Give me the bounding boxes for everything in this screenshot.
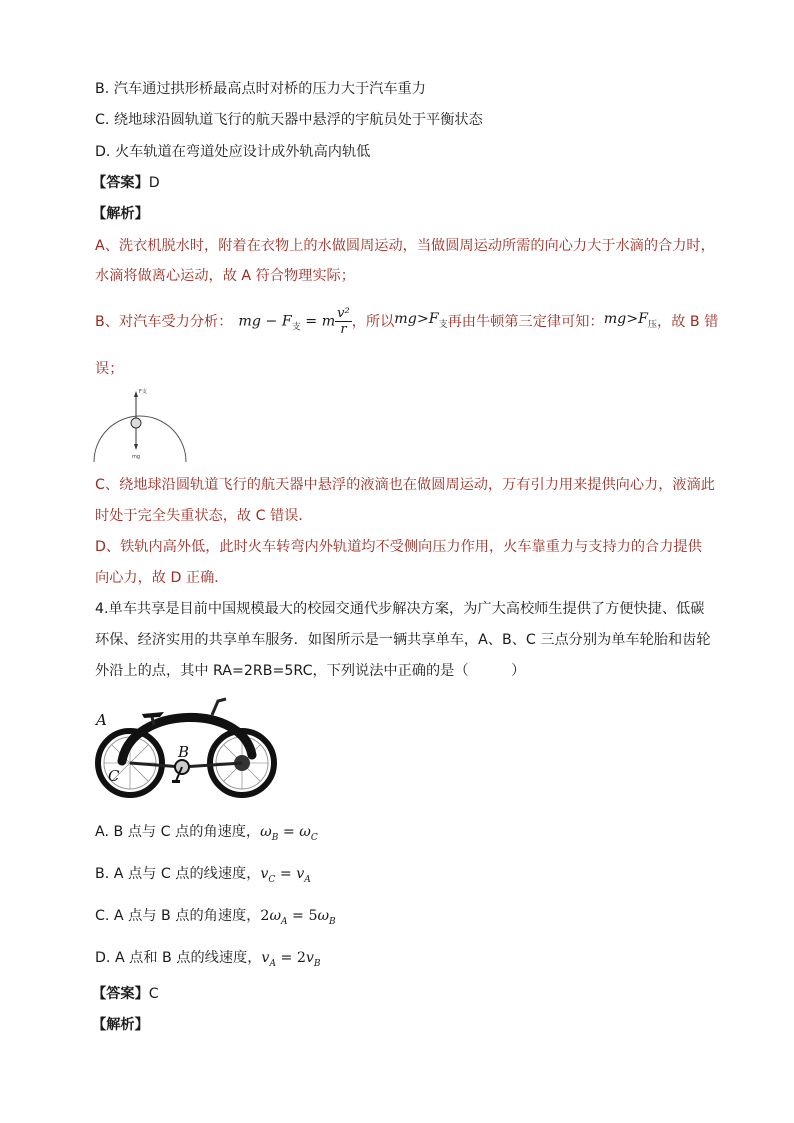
analysis-b-mid2: 再由牛顿第三定律可知： (447, 314, 604, 330)
answer-label: 【答案】 (92, 986, 149, 1002)
force-diagram (92, 382, 188, 462)
analysis-d-line2: 向心力，故 D 正确． (95, 570, 229, 586)
q3-analysis-label: 【解析】 (92, 206, 149, 222)
q3-option-d: D. 火车轨道在弯道处应设计成外轨高内轨低 (95, 144, 371, 160)
answer-label: 【答案】 (92, 175, 149, 191)
q3-option-c: C. 绕地球沿圆轨道飞行的航天器中悬浮的宇航员处于平衡状态 (95, 112, 483, 128)
q4-option-b: B. A 点与 C 点的线速度，$v_C = v_A$ (95, 866, 311, 885)
q4-option-d: D. A 点和 B 点的线速度，$v_A = 2v_B$ (95, 950, 321, 969)
formula-mg-gt-f: $mg>F_支$ (394, 311, 448, 330)
q3-answer (92, 173, 160, 193)
gravity-arrow-head-icon (134, 444, 138, 450)
formula-force-balance: mg − $F_支 = m$ $\frac{\text{v²}}{r}$ (238, 306, 350, 338)
handlebar-icon (212, 699, 226, 715)
point-c-label: C (108, 767, 120, 785)
car-ball-icon (131, 418, 141, 428)
q4-stem-line1: 4.单车共享是目前中国规模最大的校园交通代步解决方案，为广大高校师生提供了方便快捷、低碳 (95, 601, 705, 617)
bicycle-figure (92, 695, 278, 807)
analysis-c-line2: 时处于完全失重状态，故 C 错误． (95, 508, 313, 524)
q3-option-b: B. 汽车通过拱形桥最高点时对桥的压力大于汽车重力 (95, 81, 426, 97)
formula-c: $2\omega_A = 5\omega_B$ (260, 908, 336, 927)
analysis-a-line1: A、洗衣机脱水时，附着在衣物上的水做圆周运动，当做圆周运动所需的向心力大于水滴的合力时， (95, 238, 715, 254)
q4-answer (92, 984, 159, 1004)
analysis-b-prefix: B、对汽车受力分析： (95, 314, 233, 330)
formula-b: $v_C = v_A$ (260, 866, 311, 885)
q4-option-c: C. A 点与 B 点的角速度，$2\omega_A = 5\omega_B$ (95, 908, 336, 927)
analysis-b-line2: 误； (95, 361, 124, 377)
analysis-b-line1 (95, 304, 718, 340)
point-b-label: B (178, 743, 190, 761)
formula-mg-gt-fpress: $mg>F_压$ (603, 311, 657, 330)
answer-value: D (148, 175, 160, 191)
q4-option-a: A. B 点与 C 点的角速度，$\omega_B = \omega_C$ (95, 824, 318, 843)
label-gravity: mg (132, 454, 141, 460)
q4-stem-line2: 环保、经济实用的共享单车服务．如图所示是一辆共享单车，A、B、C 三点分别为单车轮胎和齿轮 (95, 632, 711, 648)
analysis-c-line1: C、绕地球沿圆轨道飞行的航天器中悬浮的液滴也在做圆周运动，万有引力用来提供向心力，液滴此 (95, 477, 715, 493)
q4-analysis-label: 【解析】 (92, 1017, 149, 1033)
label-support: F支 (139, 389, 147, 395)
formula-a: $\omega_B = \omega_C$ (260, 824, 318, 843)
q4-stem-line3: 外沿上的点，其中 RA=2RB=5RC，下列说法中正确的是（ ） (95, 663, 526, 679)
analysis-b-suffix: ，故 B 错 (657, 314, 719, 330)
formula-d: $v_A = 2v_B$ (261, 950, 321, 969)
analysis-b-mid: ，所以 (351, 314, 395, 330)
analysis-d-line1: D、铁轨内高外低，此时火车转弯内外轨道均不受侧向压力作用，火车靠重力与支持力的合力提供 (95, 539, 702, 555)
answer-value: C (148, 986, 159, 1002)
support-arrow-head-icon (134, 391, 138, 397)
point-a-label: A (96, 711, 107, 729)
analysis-a-line2: 水滴将做离心运动，故 A 符合物理实际； (95, 268, 355, 284)
